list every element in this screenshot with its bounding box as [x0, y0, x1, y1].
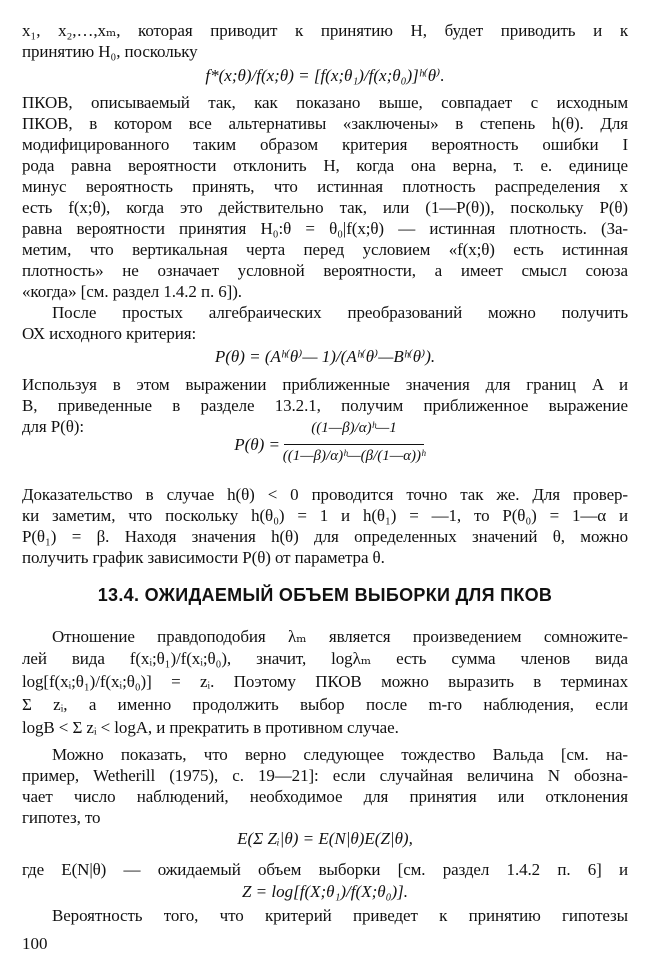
text-line: P(θ₁) = β. Находя значения h(θ) для определенных значений θ, можно: [22, 527, 628, 546]
text-line: модифицированного таким образом критерия вероятность ошибки I: [22, 135, 628, 154]
text-line: равна вероятности принятия H₀:θ = θ₀|f(x;θ) — истинная плотность. (За-: [22, 219, 628, 238]
text-line: плотность» не означает условной вероятности, а имеет смысл союза: [22, 261, 628, 280]
text-line: лей вида f(xᵢ;θ₁)/f(xᵢ;θ₀), значит, logλₘ есть сумма членов вида: [22, 649, 628, 668]
formula-wald-identity: E(Σ Zᵢ|θ) = E(N|θ)E(Z|θ),: [237, 829, 413, 848]
text-line: пример, Wetherill (1975), с. 19—21]: если случайная величина N обозна-: [22, 766, 628, 785]
formula-denominator: ((1—β)/α)ʰ—(β/(1—α))ʰ: [282, 448, 426, 464]
text-line: x₁, x₂,…,xₘ, которая приводит к принятию H, будет приводить и к: [22, 21, 628, 40]
text-line: ПКОВ, в котором все альтернативы «заключены» в степень h(θ). Для: [22, 114, 628, 133]
text-line: ОХ исходного критерия:: [22, 324, 197, 343]
text-line: Используя в этом выражении приближенные значения для границ A и: [22, 375, 628, 394]
text-line: Σ zᵢ, а именно продолжить выбор после m-го наблюдения, если: [22, 695, 628, 714]
text-line: logB < Σ zᵢ < logA, и прекратить в противном случае.: [22, 718, 399, 737]
text-line: ки заметим, что поскольку h(θ₀) = 1 и h(θ₁) = —1, то P(θ₀) = 1—α и: [22, 506, 628, 525]
text-line: метим, что вертикальная черта перед условием «f(x;θ) есть истинная: [22, 240, 628, 259]
formula-likelihood-power: f*(x;θ)/f(x;θ) = [f(x;θ₁)/f(x;θ₀)]ʰ⁽θ⁾.: [205, 66, 445, 85]
text-line: чает число наблюдений, необходимое для принятия или отклонения: [22, 787, 628, 806]
text-line: После простых алгебраических преобразований можно получить: [52, 303, 628, 322]
section-heading: 13.4. ОЖИДАЕМЫЙ ОБЪЕМ ВЫБОРКИ ДЛЯ ПКОВ: [97, 585, 553, 605]
formula-oc-function: P(θ) = (Aʰ⁽θ⁾— 1)/(Aʰ⁽θ⁾—Bʰ⁽θ⁾).: [214, 347, 436, 366]
text-line: Отношение правдоподобия λₘ является произведением сомножите-: [52, 627, 628, 646]
text-line: log[f(xᵢ;θ₁)/f(xᵢ;θ₀)] = zᵢ. Поэтому ПКОВ можно выразить в терминах: [22, 672, 628, 691]
text-line: гипотез, то: [22, 808, 101, 827]
fraction-bar: [284, 444, 424, 445]
text-line: ПКОВ, описываемый так, как показано выше, совпадает с исходным: [22, 93, 628, 112]
formula-numerator: ((1—β)/α)ʰ—1: [311, 420, 397, 436]
text-line: минус вероятность принять, что истинная плотность распределения x: [22, 177, 628, 196]
text-line: принятию H₀, поскольку: [22, 42, 198, 61]
formula-lhs: P(θ) =: [234, 435, 280, 454]
text-line: для P(θ):: [22, 417, 84, 436]
text-line: «когда» [см. раздел 1.4.2 п. 6]).: [22, 282, 242, 301]
text-line: B, приведенные в разделе 13.2.1, получим приближенное выражение: [22, 396, 628, 415]
text-line: Вероятность того, что критерий приведет к принятию гипотезы: [52, 906, 628, 925]
text-line: Можно показать, что верно следующее тождество Вальда [см. на-: [52, 745, 628, 764]
text-line: есть f(x;θ), когда это действительно так, или (1—P(θ)), поскольку P(θ): [22, 198, 628, 217]
text-line: где E(N|θ) — ожидаемый объем выборки [см. раздел 1.4.2 п. 6] и: [22, 860, 628, 879]
page-number: 100: [22, 934, 48, 953]
text-line: Доказательство в случае h(θ) < 0 проводится точно так же. Для провер-: [22, 485, 628, 504]
text-line: рода равна вероятности отклонить H, когда она верна, т. е. единице: [22, 156, 628, 175]
formula-z-definition: Z = log[f(X;θ₁)/f(X;θ₀)].: [241, 882, 409, 901]
text-line: получить график зависимости P(θ) от параметра θ.: [22, 548, 385, 567]
